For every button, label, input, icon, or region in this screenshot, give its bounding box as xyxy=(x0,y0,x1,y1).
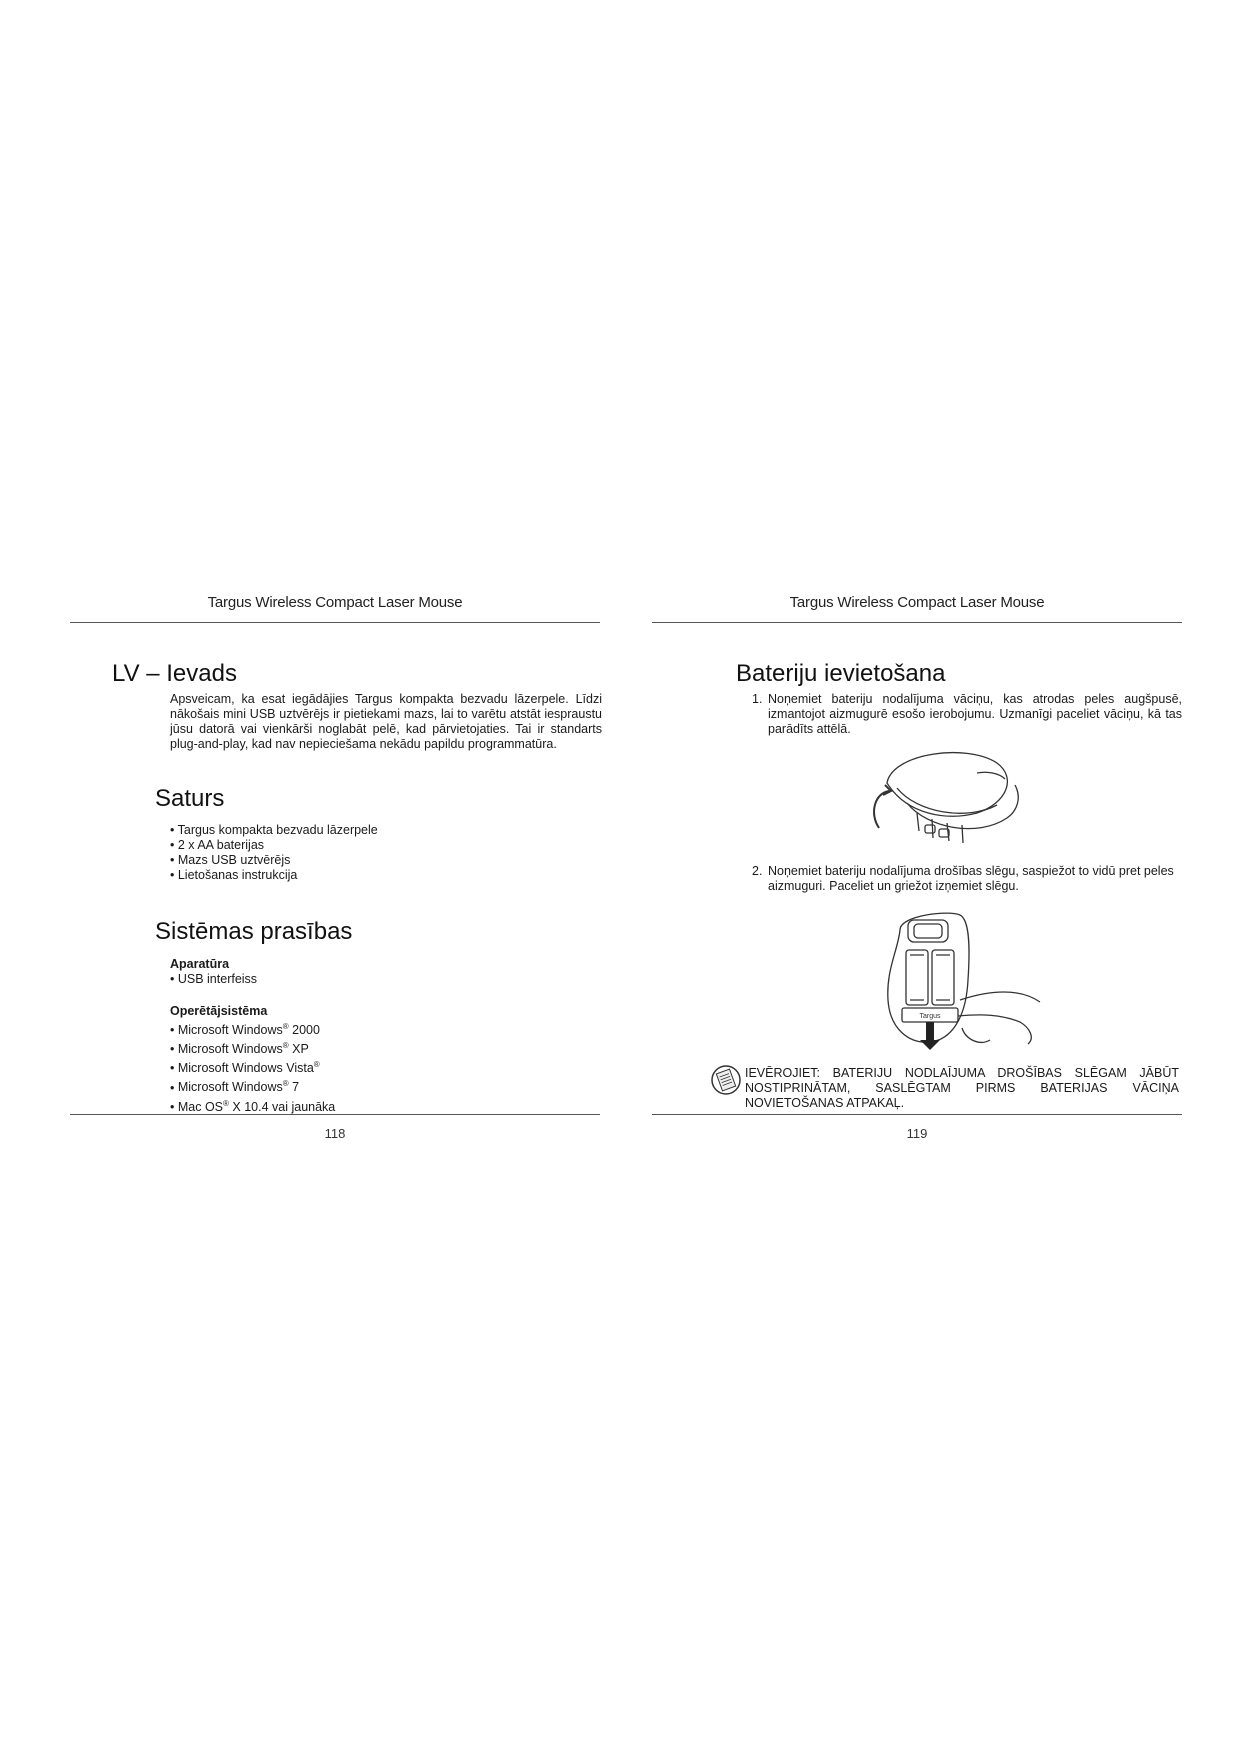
step-2 xyxy=(752,864,1182,894)
running-head: Targus Wireless Compact Laser Mouse xyxy=(789,594,1045,611)
left-page xyxy=(70,580,600,1170)
step-text: Noņemiet bateriju nodalījuma vāciņu, kas atrodas peles augšpusē, izmantojot aizmugurē esošo ierobojumu. Uzmanīgi paceliet vāciņu, kā tas parādīts attēlā. xyxy=(768,692,1182,736)
note-text: IEVĒROJIET: BATERIJU NODLAĪJUMA DROŠĪBAS SLĒGAM JĀBŪT NOSTIPRINĀTAM, SASLĒGTAM PIRMS BATERIJAS VĀCIŅA NOVIETOŠANAS ATPAKAĻ. xyxy=(745,1066,1179,1110)
list-item: • Microsoft Windows® 2000 xyxy=(170,1019,335,1038)
list-item: • Mazs USB uztvērējs xyxy=(170,853,378,868)
contents-list xyxy=(170,823,378,883)
header-rule xyxy=(70,622,600,623)
step-1 xyxy=(752,692,1182,737)
step-number: 2. xyxy=(752,864,763,878)
os-heading: Operētājsistēma xyxy=(170,1004,268,1018)
list-item: • 2 x AA baterijas xyxy=(170,838,378,853)
page-number: 118 xyxy=(324,1126,346,1141)
page-title: LV – Ievads xyxy=(112,660,237,687)
hardware-list xyxy=(170,972,257,987)
step-number: 1. xyxy=(752,692,763,706)
list-item: • Microsoft Windows® 7 xyxy=(170,1076,335,1095)
mouse-battery-illustration-icon xyxy=(870,910,1050,1050)
page-title: Bateriju ievietošana xyxy=(736,660,946,687)
mouse-lid-illustration-icon xyxy=(857,743,1037,853)
footer-rule xyxy=(70,1114,600,1115)
contents-heading: Saturs xyxy=(155,785,225,812)
note-icon xyxy=(710,1064,742,1096)
right-page xyxy=(652,580,1182,1170)
footer-rule xyxy=(652,1114,1182,1115)
page-number: 119 xyxy=(906,1126,928,1141)
list-item: • Lietošanas instrukcija xyxy=(170,868,378,883)
os-list xyxy=(170,1019,335,1115)
list-item: • USB interfeiss xyxy=(170,972,257,987)
intro-paragraph: Apsveicam, ka esat iegādājies Targus kompakta bezvadu lāzerpele. Līdzi nākošais mini USB uztvērējs ir pietiekami mazs, lai to varētu atstāt iespraustu jūsu datorā vai vienkārši noglabāt pelē, kad pārvietojaties. Tai ir standarts plug-and-play, kad nav nepieciešama nekādu papildu programmatūra. xyxy=(170,692,602,751)
step-text: Noņemiet bateriju nodalījuma drošības slēgu, saspiežot to vidū pret peles aizmuguri. Paceliet un griežot izņemiet slēgu. xyxy=(768,864,1174,893)
list-item: • Mac OS® X 10.4 vai jaunāka xyxy=(170,1096,335,1115)
list-item: • Microsoft Windows Vista® xyxy=(170,1057,335,1076)
requirements-heading: Sistēmas prasības xyxy=(155,918,353,945)
list-item: • Microsoft Windows® XP xyxy=(170,1038,335,1057)
running-head: Targus Wireless Compact Laser Mouse xyxy=(207,594,463,611)
header-rule xyxy=(652,622,1182,623)
hardware-heading: Aparatūra xyxy=(170,957,230,971)
figure-label: Targus xyxy=(919,1013,941,1020)
list-item: • Targus kompakta bezvadu lāzerpele xyxy=(170,823,378,838)
